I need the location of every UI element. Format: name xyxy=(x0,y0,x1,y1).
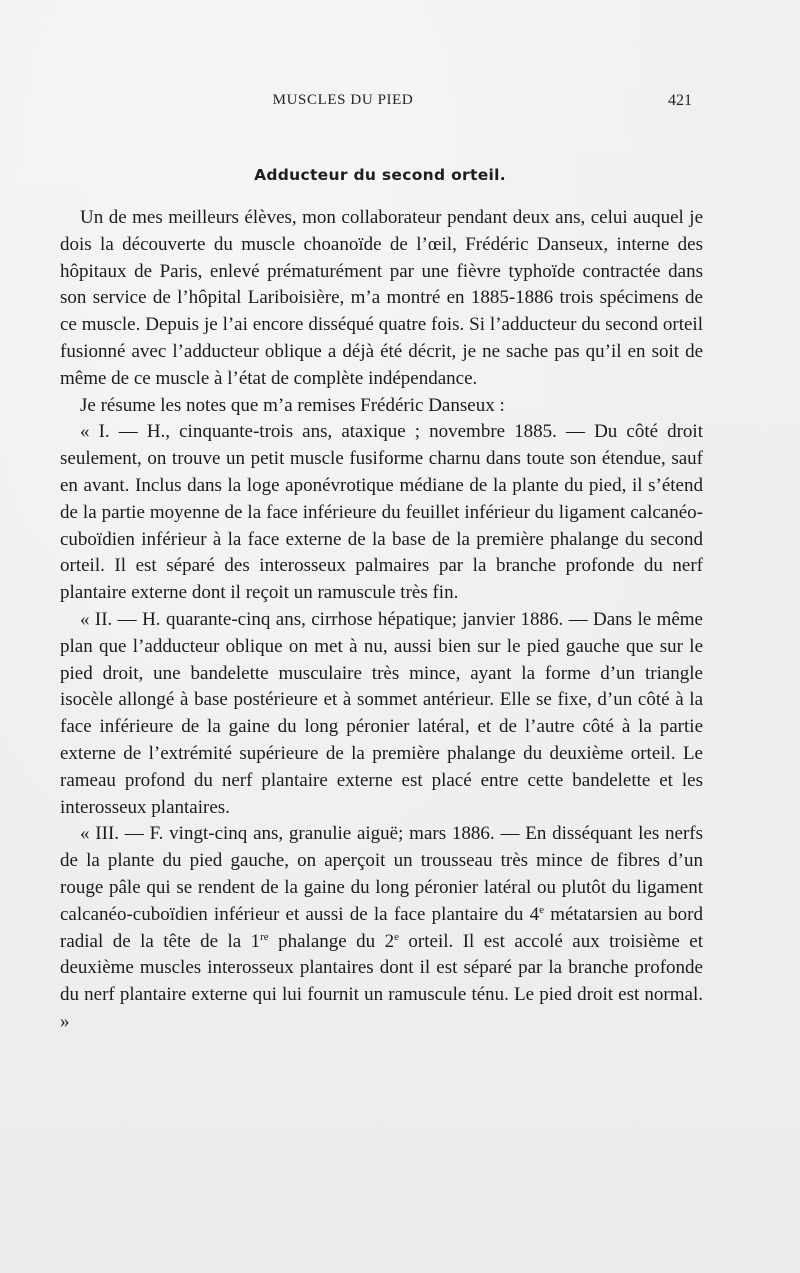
running-head xyxy=(0,92,800,116)
paragraph-case-2: « II. — H. quarante-cinq ans, cirrhose hépatique; janvier 1886. — Dans le même plan que l’adducteur oblique on met à nu, aussi bien sur le pied gauche que sur le pied droit, une bandelette musculaire très mince, ayant la forme d’un triangle isocèle allongé à base postérieure et à sommet antérieur. Elle se fixe, d’un côté à la face inférieure de la gaine du long péronier latéral, et de l’autre côté à la partie externe de l’extrémité supérieure de la première phalange du deuxième orteil. Le rameau profond du nerf plantaire externe est placé entre cette bandelette et les interosseux plantaires. xyxy=(60,608,703,818)
running-title: MUSCLES DU PIED xyxy=(272,92,414,108)
paragraph-intro: Un de mes meilleurs élèves, mon collaborateur pendant deux ans, celui auquel je dois la découverte du muscle choanoïde de l’œil, Frédéric Danseux, interne des hôpitaux de Paris, enlevé prématurément par une fièvre typhoïde contractée dans son service de l’hôpital Lariboisière, m’a montré en 1885-1886 trois spécimens de ce muscle. Depuis je l’ai encore disséqué quatre fois. Si l’adducteur du second orteil fusionné avec l’adducteur oblique a déjà été décrit, je ne sache pas qu’il en soit de même de ce muscle à l’état de complète indépendance. xyxy=(60,207,703,389)
case-3-text-part4: orteil. Il est accolé aux troisième et deuxième muscles interosseux plantaires dont il est séparé par la branche profonde du nerf plantaire externe qui lui fournit un ramuscule ténu. Le pied droit est normal. » xyxy=(60,930,704,1032)
paragraph-case-1: « I. — H., cinquante-trois ans, ataxique ; novembre 1885. — Du côté droit seulement, on trouve un petit muscle fusiforme charnu dans toute son étendue, sauf en avant. Inclus dans la loge aponévrotique médiane de la plante du pied, il s’étend de la partie moyenne de la face inférieure du feuillet inférieur du ligament calcanéo-cuboïdien inférieur à la face externe de la base de la première phalange du second orteil. Il est séparé des interosseux palmaires par la branche profonde du nerf plantaire externe dont il reçoit un ramuscule très fin. xyxy=(60,421,703,604)
case-3-superscript-3: e xyxy=(394,930,399,943)
body-text xyxy=(60,205,703,1036)
case-3-text-part2: métatarsien au bord radial de la tête de la 1 xyxy=(60,903,703,952)
case-3-text-part3: phalange du 2 xyxy=(268,930,395,952)
case-3-superscript-2: re xyxy=(260,930,269,943)
case-3-superscript-1: e xyxy=(539,903,544,916)
section-title: Adducteur du second orteil. xyxy=(254,166,506,184)
paragraph-summary-lead: Je résume les notes que m’a remises Frédéric Danseux : xyxy=(80,394,505,416)
page-number: 421 xyxy=(668,92,692,109)
paragraph-case-3 xyxy=(60,821,703,1035)
case-3-text-part1: « III. — F. vingt-cinq ans, granulie aiguë; mars 1886. — En disséquant les nerfs de la plante du pied gauche, on aperçoit un trousseau très mince de fibres d’un rouge pâle qui se rendent de la gaine du long péronier latéral ou plutôt du ligament calcanéo-cuboïdien inférieur et aussi de la face plantaire du 4 xyxy=(60,823,703,925)
